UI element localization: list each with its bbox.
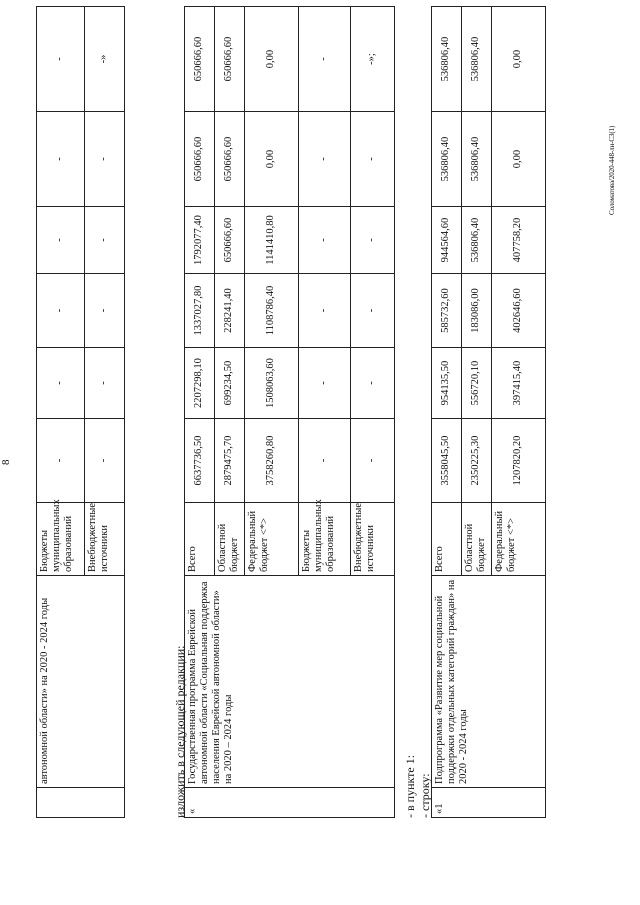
value-cell: 536806,40 [462,7,492,112]
table-row [37,7,85,818]
caption-row: - строку: [418,773,432,818]
value-cell: - [37,274,85,348]
value-cell: - [351,348,395,419]
source-cell: Областной бюджет [215,503,245,576]
value-cell: 944564,60 [432,207,462,274]
value-cell: 1141410,80 [245,207,299,274]
table-row [432,7,462,818]
value-cell: 556720,10 [462,348,492,419]
value-cell: - [299,419,351,503]
value-cell: 402646,60 [492,274,546,348]
value-cell: 0,00 [245,112,299,207]
value-cell: - [351,274,395,348]
value-cell: 407758,20 [492,207,546,274]
value-cell: 0,00 [492,7,546,112]
source-cell: Всего [432,503,462,576]
value-cell: 3758260,80 [245,419,299,503]
value-cell: - [37,7,85,112]
page-number: 8 [0,459,12,465]
table-subprogram [431,6,546,818]
source-cell: Областной бюджет [462,503,492,576]
value-cell: - [85,419,125,503]
value-cell: 0,00 [245,7,299,112]
source-cell: Федеральный бюджет <*> [492,503,546,576]
value-cell: - [351,112,395,207]
value-cell: - [85,112,125,207]
value-cell: 699234,50 [215,348,245,419]
source-cell: Всего [185,503,215,576]
value-cell: 650666,60 [215,207,245,274]
source-cell: Внебюджетные источники [85,503,125,576]
value-cell: 536806,40 [432,7,462,112]
row-marker-cell: «1 [432,788,546,818]
value-cell: - [299,112,351,207]
value-cell: 0,00 [492,112,546,207]
value-cell: 1792077,40 [185,207,215,274]
value-cell: - [351,207,395,274]
value-cell: - [37,419,85,503]
value-cell: 536806,40 [432,112,462,207]
value-cell: 2879475,70 [215,419,245,503]
value-cell: - [299,348,351,419]
source-cell: Бюджеты муниципальных образований [299,503,351,576]
index-cell [37,788,125,818]
source-cell: Бюджеты муниципальных образований [37,503,85,576]
value-cell: 954135,50 [432,348,462,419]
value-cell: 3558045,50 [432,419,462,503]
value-cell: - [37,112,85,207]
value-cell: 650666,60 [185,112,215,207]
value-cell: 650666,60 [215,112,245,207]
value-cell: 536806,40 [462,207,492,274]
value-cell: 1207820,20 [492,419,546,503]
value-cell: 228241,40 [215,274,245,348]
row-marker-cell: « [185,788,395,818]
value-cell: 2350225,30 [462,419,492,503]
value-cell: - [85,207,125,274]
value-cell: 397415,40 [492,348,546,419]
value-cell: -»; [351,7,395,112]
program-name-cell: автономной области» на 2020 - 2024 годы [37,576,125,788]
value-cell: 6637736,50 [185,419,215,503]
table-continuation [36,6,125,818]
source-cell: Внебюджетные источники [351,503,395,576]
value-cell: - [299,7,351,112]
value-cell: 183086,00 [462,274,492,348]
value-cell: 1508063,60 [245,348,299,419]
value-cell: 1108786,40 [245,274,299,348]
value-cell: 650666,60 [215,7,245,112]
value-cell: 2207298,10 [185,348,215,419]
source-cell: Федеральный бюджет <*> [245,503,299,576]
value-cell: 536806,40 [462,112,492,207]
program-name-cell: Государственная программа Еврейской автономной области «Социальная поддержка населения Еврейской автономной области» на 2020 – 2024 годы [185,576,395,788]
value-cell: - [37,207,85,274]
value-cell: -» [85,7,125,112]
value-cell: - [351,419,395,503]
value-cell: 1337027,80 [185,274,215,348]
table-row [185,7,215,818]
footer-code: Соломатова/2020-448-лн-СЗ(1) [608,125,616,215]
caption-point-1: - в пункте 1: [403,754,417,818]
caption-new-edition: изложить в следующей редакции: [173,645,187,818]
value-cell: - [85,274,125,348]
value-cell: - [299,274,351,348]
value-cell: 650666,60 [185,7,215,112]
value-cell: - [85,348,125,419]
value-cell: - [299,207,351,274]
value-cell: - [37,348,85,419]
program-name-cell: Подпрограмма «Развитие мер социальной поддержки отдельных категорий граждан» на 2020 - 2024 годы [432,576,546,788]
table-new-edition [184,6,395,818]
value-cell: 585732,60 [432,274,462,348]
